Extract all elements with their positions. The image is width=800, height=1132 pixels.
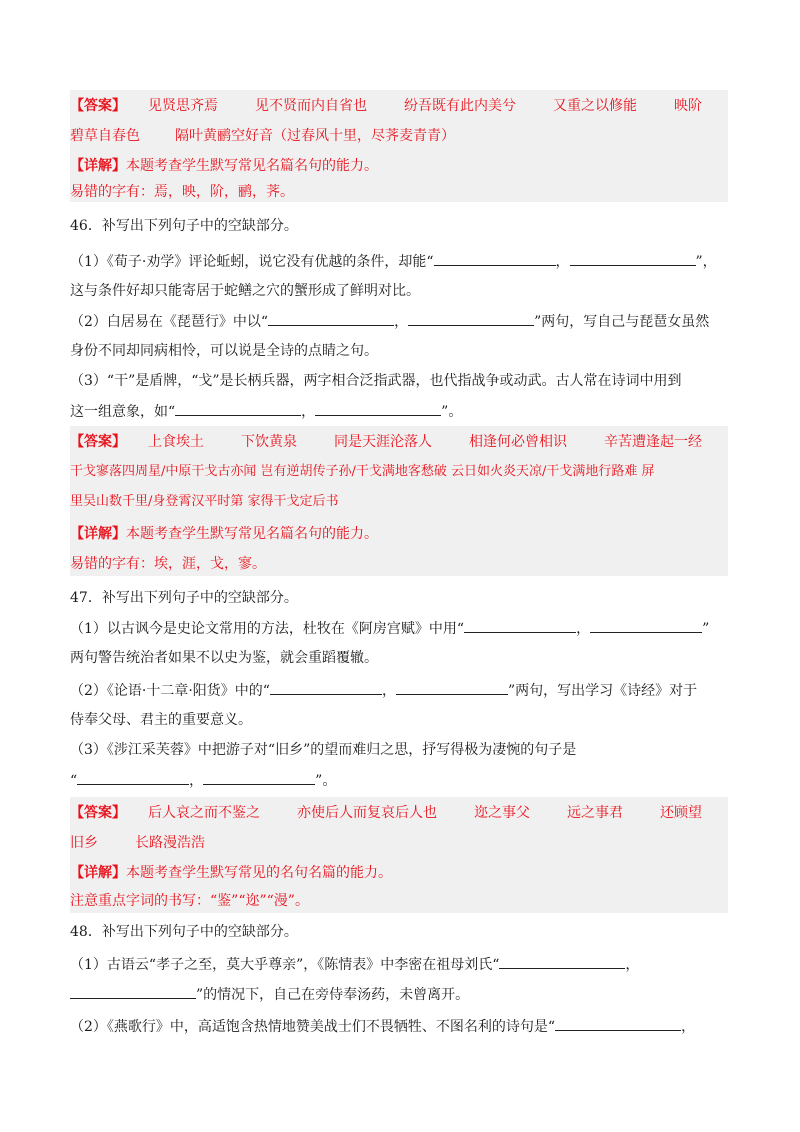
question-title: 47．补写出下列句子中的空缺部分。 xyxy=(70,590,298,606)
answer-label: 【答案】 xyxy=(70,434,126,450)
answer-line xyxy=(70,833,205,853)
answer-label: 【答案】 xyxy=(70,98,126,114)
question-line: ”的情况下，自己在旁侍奉汤药，未曾离开。 xyxy=(70,984,469,1004)
detail-label: 【详解】 xyxy=(70,865,126,881)
blank-field[interactable] xyxy=(70,984,196,999)
answer-item: 又重之以修能 xyxy=(553,98,637,114)
question-line: （1）以古讽今是史论文常用的方法，杜牧在《阿房宫赋》中用“ ， ” xyxy=(70,618,709,638)
answer-item: 映阶 xyxy=(674,98,702,114)
answer-item: 迩之事父 xyxy=(474,805,530,821)
question-line: （2）《燕歌行》中，高适饱含热情地赞美战士们不畏牺牲、不图名利的诗句是“ ， xyxy=(70,1016,695,1036)
answer-item: 纷吾既有此内美兮 xyxy=(404,98,516,114)
detail-text: 本题考查学生默写常见名篇名句的能力。 xyxy=(126,158,378,174)
blank-field[interactable] xyxy=(434,251,556,266)
answer-label: 【答案】 xyxy=(70,805,126,821)
answer-line: 干戈寥落四周星/中原干戈古亦闻 岂有逆胡传子孙/干戈满地客愁破 云日如火炎天凉/干戈满地行路难 屏 xyxy=(70,464,655,479)
question-title: 46．补写出下列句子中的空缺部分。 xyxy=(70,218,298,234)
question-line: 侍奉父母、君主的重要意义。 xyxy=(70,712,252,728)
answer-block-46 xyxy=(70,426,728,576)
question-line: （2）《论语·十二章·阳货》中的“ ， ”两句，写出学习《诗经》对于 xyxy=(70,680,697,700)
question-line: （1）古语云“孝子之至，莫大乎尊亲”，《陈情表》中李密在祖母刘氏“ ， xyxy=(70,954,639,974)
detail-text: 本题考查学生默写常见名篇名句的能力。 xyxy=(126,526,378,542)
question-line: “ ， ”。 xyxy=(70,770,336,790)
question-line: 这与条件好却只能寄居于蛇鳝之穴的蟹形成了鲜明对比。 xyxy=(70,283,420,299)
detail-line xyxy=(70,863,392,883)
answer-block-47 xyxy=(70,797,728,913)
question-46 xyxy=(70,210,728,425)
blank-field[interactable] xyxy=(499,954,625,969)
question-line: （1）《荀子·劝学》评论蚯蚓，说它没有优越的条件，却能“ ， ”， xyxy=(70,251,717,271)
detail-line xyxy=(70,524,378,544)
answer-item: 相逢何必曾相识 xyxy=(469,434,567,450)
answer-item: 见不贤而内自省也 xyxy=(255,98,367,114)
blank-field[interactable] xyxy=(396,680,508,695)
answer-item: 见贤思齐焉 xyxy=(148,98,218,114)
blank-field[interactable] xyxy=(555,1016,681,1031)
error-line: 注意重点字词的书写：“鉴”“迩”“漫”。 xyxy=(70,893,309,909)
answer-item: 辛苦遭逢起一经 xyxy=(604,434,702,450)
answer-item: 隔叶黄鹂空好音（过春风十里，尽荠麦青青） xyxy=(175,128,455,144)
detail-line xyxy=(70,156,378,176)
answer-item: 长路漫浩浩 xyxy=(135,835,205,851)
answer-line: 里吴山数千里/身登霄汉平时第 家得干戈定后书 xyxy=(70,494,339,509)
question-title: 48．补写出下列句子中的空缺部分。 xyxy=(70,924,298,940)
question-line: （3）“干”是盾牌，“戈”是长柄兵器，两字相合泛指武器，也代指战争或动武。古人常在诗词中用到 xyxy=(70,373,682,389)
blank-field[interactable] xyxy=(590,618,702,633)
detail-text: 本题考查学生默写常见的名句名篇的能力。 xyxy=(126,865,392,881)
answer-item: 同是天涯沦落人 xyxy=(334,434,432,450)
question-line: 身份不同却同病相怜，可以说是全诗的点睛之句。 xyxy=(70,343,378,359)
detail-label: 【详解】 xyxy=(70,526,126,542)
detail-label: 【详解】 xyxy=(70,158,126,174)
blank-field[interactable] xyxy=(315,401,441,416)
question-line: 两句警告统治者如果不以史为鉴，就会重蹈覆辙。 xyxy=(70,650,378,666)
answer-line xyxy=(70,803,702,823)
question-47 xyxy=(70,584,728,794)
blank-field[interactable] xyxy=(268,311,394,326)
question-line: （3）《涉江采芙蓉》中把游子对“旧乡”的望而难归之思，抒写得极为凄惋的句子是 xyxy=(70,742,577,758)
question-48 xyxy=(70,920,728,1040)
answer-line xyxy=(70,432,702,452)
error-line: 易错的字有：焉，映，阶，鹂，荠。 xyxy=(70,184,294,200)
blank-field[interactable] xyxy=(203,770,315,785)
answer-item: 上食埃土 xyxy=(148,434,204,450)
blank-field[interactable] xyxy=(408,311,534,326)
blank-field[interactable] xyxy=(175,401,301,416)
answer-line xyxy=(70,96,702,116)
question-line: 这一组意象，如“ ， ”。 xyxy=(70,401,462,421)
blank-field[interactable] xyxy=(464,618,576,633)
question-line: （2）白居易在《琵琶行》中以“ ， ”两句，写自己与琵琶女虽然 xyxy=(70,311,709,331)
answer-line xyxy=(70,126,455,146)
answer-item: 还顾望 xyxy=(660,805,702,821)
blank-field[interactable] xyxy=(77,770,189,785)
blank-field[interactable] xyxy=(270,680,382,695)
answer-item: 旧乡 xyxy=(70,835,98,851)
answer-item: 亦使后人而复哀后人也 xyxy=(297,805,437,821)
answer-item: 碧草自春色 xyxy=(70,128,140,144)
answer-item: 远之事君 xyxy=(567,805,623,821)
answer-block-45 xyxy=(70,90,728,202)
answer-item: 下饮黄泉 xyxy=(241,434,297,450)
answer-item: 后人哀之而不鉴之 xyxy=(148,805,260,821)
blank-field[interactable] xyxy=(570,251,696,266)
error-line: 易错的字有：埃，涯，戈，寥。 xyxy=(70,556,266,572)
